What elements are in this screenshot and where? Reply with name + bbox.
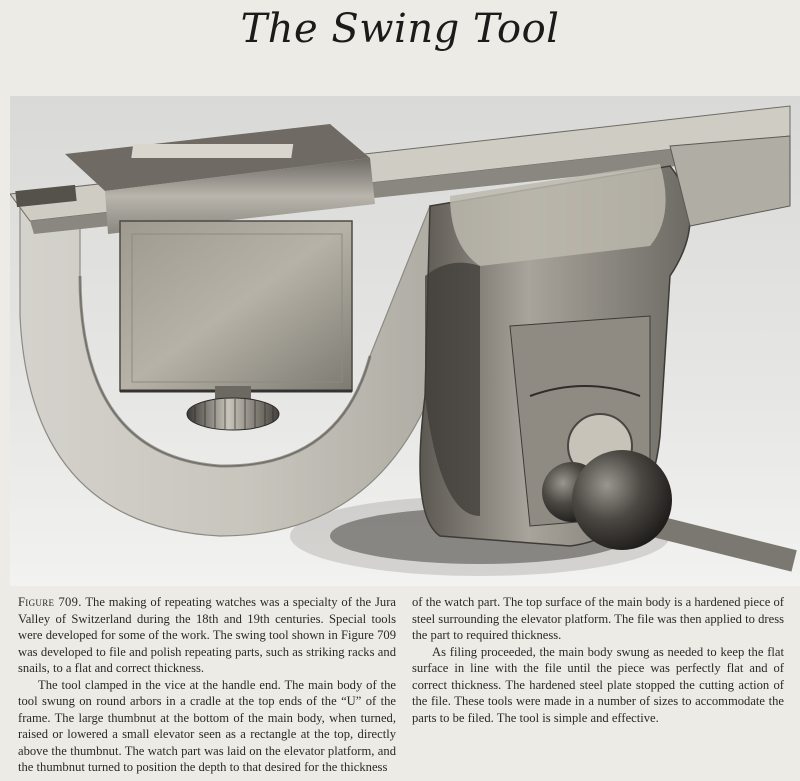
caption-column-right — [412, 594, 784, 726]
caption-first-paragraph: The making of repeating watches was a specialty of the Jura Valley of Switzerland during the 18th and 19th centuries. Special tools were developed for some of the work. The swing tool shown in Figure 709 was developed to file and polish repeating parts, such as striking racks and snails, to a flat and correct thickness. — [18, 595, 396, 675]
figure-label: Figure 709. — [18, 595, 82, 609]
caption-column-left — [18, 594, 396, 776]
caption-paragraph-2-continued: of the watch part. The top surface of the main body is a hardened piece of steel surrounding the elevator platform. The file was then applied to dress the part to required thickness. — [412, 595, 784, 642]
swing-tool-photograph — [10, 96, 800, 586]
caption-paragraph-2: The tool clamped in the vice at the handle end. The main body of the tool swung on round arbors in a cradle at the top ends of the “U” of the frame. The large thumbnut at the bottom of the main body, when turned, raised or lowered a small elevator seen as a rectangle at the top, directly above the thumbnut. The watch part was laid on the elevator platform, and the thumbnut turned to position the depth to that desired for the thickness — [18, 677, 396, 774]
caption-paragraph-3: As filing proceeded, the main body swung as needed to keep the flat surface in line with the file until the piece was perfectly flat and of correct thickness. The hardened steel plate stopped the cutting action of the file. These tools were made in a number of sizes to accommodate the parts to be filed. The tool is simple and effective. — [412, 644, 784, 725]
page-title: The Swing Tool — [240, 6, 560, 52]
figure-caption — [18, 594, 396, 677]
